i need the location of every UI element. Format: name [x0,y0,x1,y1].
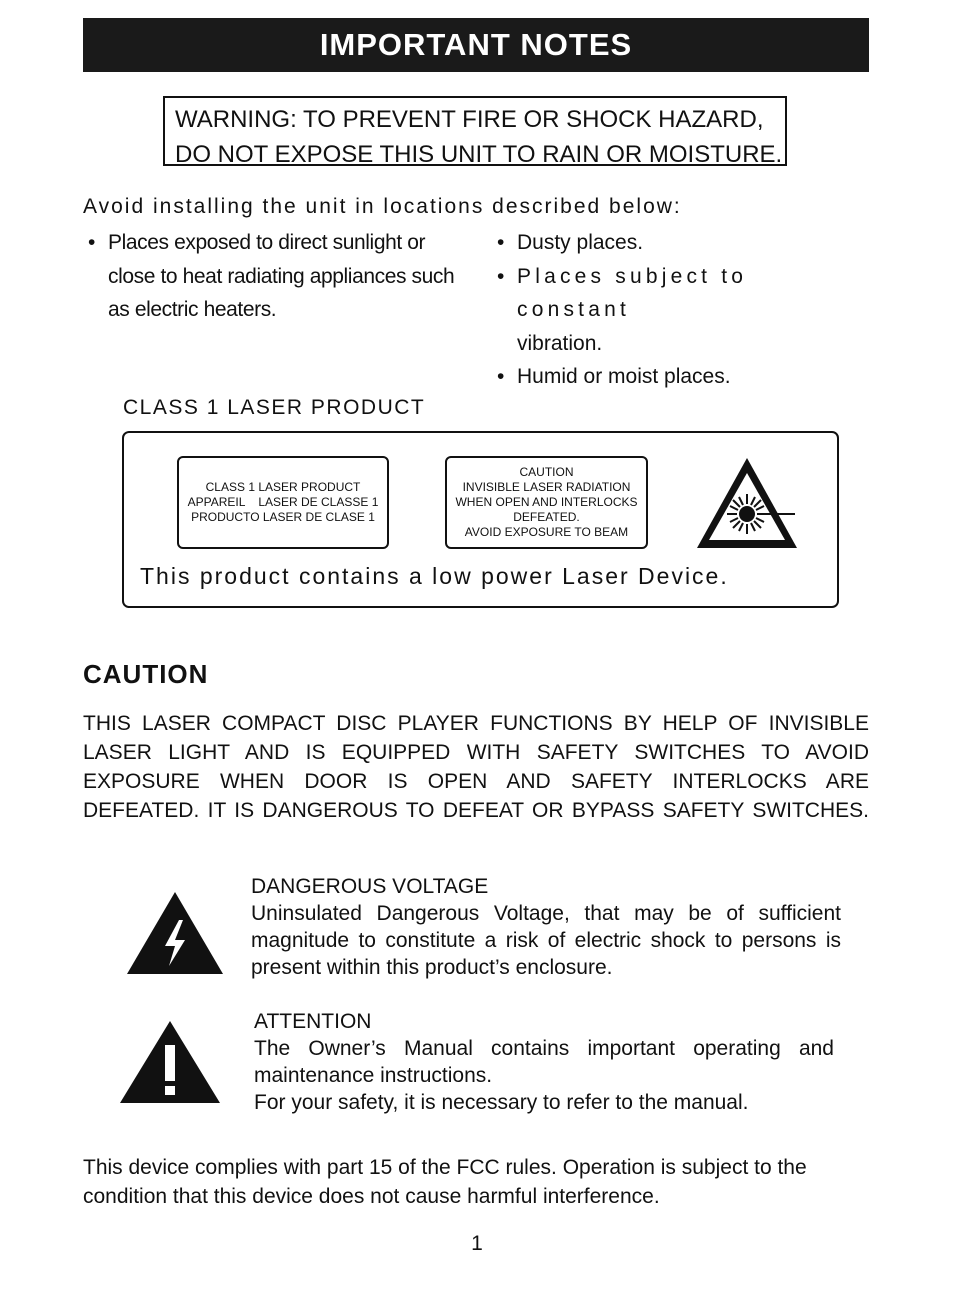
laser-note: This product contains a low power Laser Device. [140,563,729,589]
label-line: CLASS 1 LASER PRODUCT [205,480,361,494]
list-item [497,260,857,361]
locations-list-right [497,226,857,394]
attention-line: maintenance instructions. [254,1064,493,1087]
caution-line: EXPOSURE WHEN DOOR IS OPEN AND SAFETY INTERLOCKS ARE [83,770,869,793]
caution-line: THIS LASER COMPACT DISC PLAYER FUNCTIONS BY HELP OF INVISIBLE [83,712,869,735]
label-line: APPAREIL LASER DE CLASSE 1 [187,495,379,509]
bullet-icon: • [88,231,95,254]
list-item-line: Places exposed to direct sunlight or [108,231,426,254]
attention-line: The Owner’s Manual contains important operating and [254,1037,834,1060]
fcc-line: condition that this device does not cause harmful interference. [83,1185,660,1208]
label-line: PRODUCTO LASER DE CLASE 1 [191,510,375,524]
laser-caution-label [445,456,648,549]
locations-intro: Avoid installing the unit in locations described below: [83,195,682,218]
laser-heading: CLASS 1 LASER PRODUCT [123,396,426,419]
fcc-statement [83,1153,873,1211]
list-item-line: vibration. [517,331,603,355]
label-line: WHEN OPEN AND INTERLOCKS [455,495,638,509]
list-item-line: Places subject to constant [517,264,748,321]
caution-line: DEFEATED. IT IS DANGEROUS TO DEFEAT OR BYPASS SAFETY SWITCHES. [83,799,869,822]
warning-line: WARNING: TO PREVENT FIRE OR SHOCK HAZARD, [175,106,764,133]
page-number: 1 [471,1232,483,1255]
voltage-line: Uninsulated Dangerous Voltage, that may be of sufficient [251,902,841,925]
label-line: INVISIBLE LASER RADIATION [462,480,631,494]
list-item-line: as electric heaters. [108,298,277,321]
caution-line: LASER LIGHT AND IS EQUIPPED WITH SAFETY SWITCHES TO AVOID [83,741,869,764]
attention-line: For your safety, it is necessary to refer to the manual. [254,1091,749,1114]
warning-line: DO NOT EXPOSE THIS UNIT TO RAIN OR MOISTURE. [175,141,783,168]
voltage-notice [251,873,841,981]
warning-box [163,96,787,166]
laser-hazard-icon [695,456,799,550]
list-item-line: Humid or moist places. [517,365,731,388]
list-item-line: Dusty places. [517,231,644,254]
fcc-line: This device complies with part 15 of the FCC rules. Operation is subject to the [83,1156,807,1179]
label-line: AVOID EXPOSURE TO BEAM [464,525,629,539]
label-line: CAUTION [519,465,574,479]
lightning-warning-icon [125,890,225,976]
list-item [497,226,857,260]
list-item [497,360,857,394]
caution-body [83,709,869,825]
list-item [88,226,478,327]
exclamation-warning-icon [118,1019,222,1105]
label-line: DEFEATED. [513,510,580,524]
voltage-line: magnitude to constitute a risk of electric shock to persons is [251,929,841,952]
attention-title: ATTENTION [254,1010,372,1033]
locations-list-left [88,226,478,327]
attention-notice [254,1008,834,1116]
caution-heading: CAUTION [83,659,209,689]
voltage-title: DANGEROUS VOLTAGE [251,875,489,898]
list-item-line: close to heat radiating appliances such [108,264,455,288]
laser-class-label [177,456,389,549]
page-title: IMPORTANT NOTES [83,18,869,72]
bullet-icon: • [497,231,505,254]
bullet-icon: • [497,264,505,288]
voltage-line: present within this product’s enclosure. [251,956,613,979]
bullet-icon: • [497,365,505,388]
